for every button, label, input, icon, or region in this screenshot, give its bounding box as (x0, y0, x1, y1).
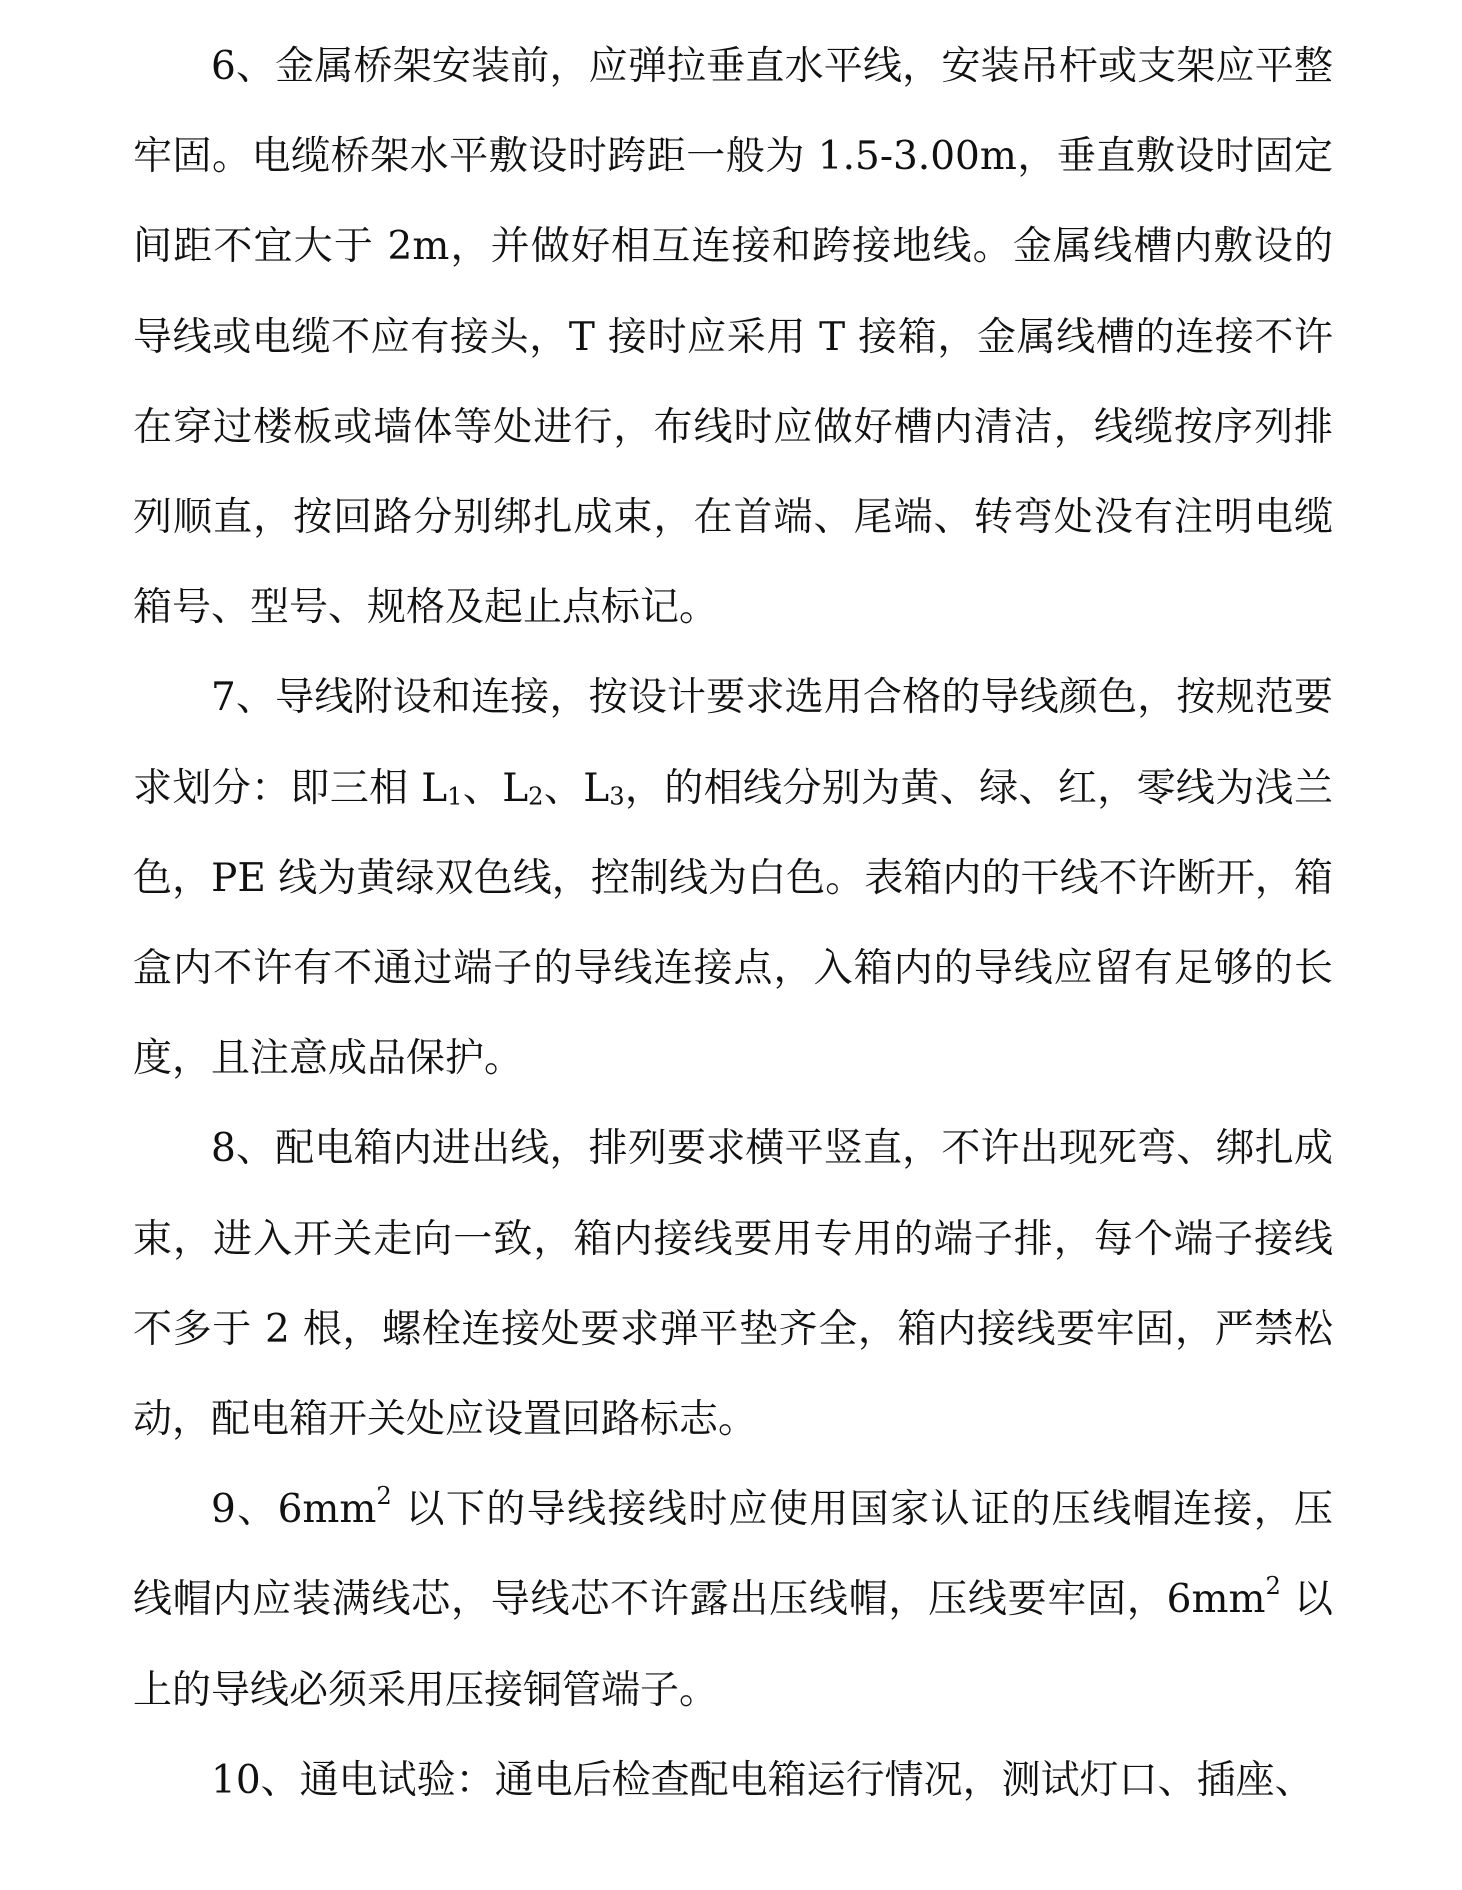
paragraph-7 (133, 653, 1333, 1104)
paragraph-9 (133, 1465, 1333, 1736)
paragraph-7-text-start: 7、导线附设和连接，按设计要求选用合格的导线颜色，按规范要求划分：即三相 L (133, 675, 1333, 811)
subscript-l1: 1 (447, 782, 463, 811)
document-body (133, 22, 1333, 1826)
paragraph-8: 8、配电箱内进出线，排列要求横平竖直，不许出现死弯、绑扎成束，进入开关走向一致，箱内接线要用专用的端子排，每个端子接线不多于 2 根，螺栓连接处要求弹平垫齐全，箱内接线要牢固，严禁松动，配电箱开关处应设置回路标志。 (133, 1126, 1333, 1443)
paragraph-7-text-mid2: 、L (543, 765, 610, 811)
paragraph-7-text-end: ，的相线分别为黄、绿、红，零线为浅兰色，PE 线为黄绿双色线，控制线为白色。表箱内的干线不许断开，箱盒内不许有不通过端子的导线连接点，入箱内的导线应留有足够的长度，且注意成品保护。 (133, 765, 1334, 1082)
subscript-l2: 2 (528, 782, 544, 811)
subscript-l3: 3 (609, 782, 625, 811)
superscript-squared-1: 2 (376, 1482, 392, 1511)
paragraph-6: 6、金属桥架安装前，应弹拉垂直水平线，安装吊杆或支架应平整牢固。电缆桥架水平敷设时跨距一般为 1.5-3.00m，垂直敷设时固定间距不宜大于 2m，并做好相互连接和跨接地线。金属线槽内敷设的导线或电缆不应有接头，T 接时应采用 T 接箱，金属线槽的连接不许在穿过楼板或墙体等处进行，布线时应做好槽内清洁，线缆按序列排列顺直，按回路分别绑扎成束，在首端、尾端、转弯处没有注明电缆箱号、型号、规格及起止点标记。 (133, 44, 1333, 631)
paragraph-7-text-mid1: 、L (462, 765, 529, 811)
superscript-squared-2: 2 (1265, 1572, 1281, 1601)
paragraph-9-text-start: 9、6mm (211, 1487, 377, 1533)
paragraph-9-text-end: 以上的导线必须采用压接铜管端子。 (133, 1577, 1333, 1713)
paragraph-10: 10、通电试验：通电后检查配电箱运行情况，测试灯口、插座、 (211, 1757, 1314, 1803)
paragraph-9-text-mid: 以下的导线接线时应使用国家认证的压线帽连接，压线帽内应装满线芯，导线芯不许露出压线帽，压线要牢固，6mm (133, 1487, 1333, 1623)
